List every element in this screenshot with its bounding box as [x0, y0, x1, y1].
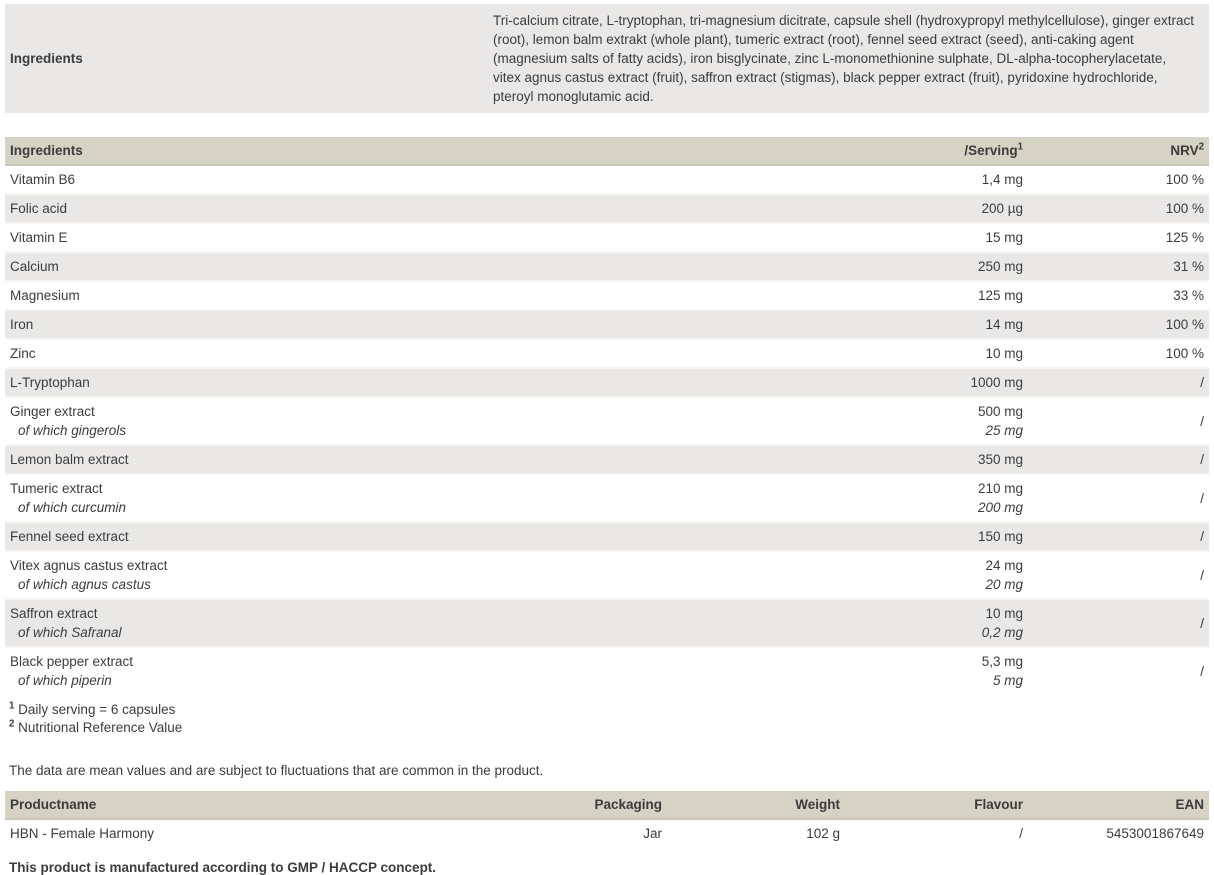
serving-subvalue: 0,2 mg — [981, 625, 1023, 640]
ingredient-name: L-Tryptophan — [10, 375, 90, 390]
ingredients-box-label: Ingredients — [10, 51, 83, 66]
product-table — [5, 791, 1209, 847]
nutrition-header-row — [5, 137, 1209, 165]
product-header-productname: Productname — [5, 791, 485, 819]
nutrition-row — [5, 368, 1209, 397]
product-header-packaging: Packaging — [485, 791, 667, 819]
ingredient-subname: of which piperin — [18, 673, 112, 688]
nutrition-row — [5, 397, 1209, 445]
nutrition-header-ingredients: Ingredients — [5, 137, 847, 165]
ingredient-name: Iron — [10, 317, 34, 332]
product-header-row — [5, 791, 1209, 819]
nutrition-header-serving — [847, 137, 1028, 165]
nrv-value: 100 % — [1165, 172, 1204, 187]
serving-value: 125 mg — [977, 288, 1023, 303]
disclaimer-text: The data are mean values and are subject to fluctuations that are common in the product. — [9, 763, 544, 778]
product-row — [5, 819, 1209, 847]
ingredient-name: Black pepper extract — [10, 654, 134, 669]
ingredients-box-text: Tri-calcium citrate, L-tryptophan, tri-magnesium dicitrate, capsule shell (hydroxypropyl methylcellulose), ginger extract (root), lemon balm extrakt (whole plant), tumeric extract (root), fennel seed extract (seed), anti-caking agent (magnesium salts of fatty acids), iron bisglycinate, zinc L-monomethionine sulphate, DL-alpha-tocopherylacetate, vitex agnus castus extract (fruit), saffron extract (stigmas), black pepper extract (fruit), pyridoxine hydrochloride, pteroyl monoglutamic acid. — [493, 13, 1195, 104]
nutrition-row — [5, 281, 1209, 310]
nrv-value: / — [1200, 567, 1204, 583]
serving-value: 14 mg — [985, 317, 1023, 332]
nrv-value: 33 % — [1173, 288, 1204, 303]
nutrition-header-nrv — [1028, 137, 1209, 165]
serving-value: 1000 mg — [970, 375, 1023, 390]
ingredients-description-box — [5, 4, 1209, 113]
footnote — [9, 719, 1209, 737]
serving-value: 15 mg — [985, 230, 1023, 245]
footnote-marker: 1 — [9, 700, 15, 712]
gmp-note: This product is manufactured according to GMP / HACCP concept. — [9, 860, 437, 875]
nrv-header-footnote-marker: 2 — [1198, 141, 1204, 153]
footnote-text: Daily serving = 6 capsules — [18, 702, 176, 717]
nutrition-row — [5, 194, 1209, 223]
ingredient-subname: of which Safranal — [18, 625, 122, 640]
footnote — [9, 701, 1209, 719]
nutrition-row — [5, 165, 1209, 194]
serving-value: 5,3 mg — [981, 654, 1023, 669]
product-header-flavour: Flavour — [845, 791, 1028, 819]
ingredient-name: Fennel seed extract — [10, 529, 129, 544]
ingredient-name: Vitamin E — [10, 230, 68, 245]
product-ean: 5453001867649 — [1106, 826, 1204, 841]
nrv-value: 100 % — [1165, 317, 1204, 332]
serving-value: 1,4 mg — [981, 172, 1023, 187]
product-header-ean: EAN — [1028, 791, 1209, 819]
ingredient-name: Magnesium — [10, 288, 80, 303]
nutrition-row — [5, 474, 1209, 522]
product-spec-page — [5, 4, 1209, 875]
nutrition-row — [5, 445, 1209, 474]
product-flavour: / — [1019, 826, 1023, 841]
ingredient-subname: of which agnus castus — [18, 577, 151, 592]
serving-value: 250 mg — [977, 259, 1023, 274]
serving-value: 150 mg — [977, 529, 1023, 544]
serving-subvalue: 20 mg — [985, 577, 1023, 592]
serving-subvalue: 5 mg — [992, 673, 1023, 688]
serving-subvalue: 25 mg — [985, 423, 1023, 438]
serving-value: 24 mg — [985, 558, 1023, 573]
ingredient-name: Tumeric extract — [10, 481, 103, 496]
nrv-value: / — [1200, 663, 1204, 679]
serving-value: 500 mg — [977, 404, 1023, 419]
product-header-weight: Weight — [667, 791, 845, 819]
product-weight: 102 g — [806, 826, 840, 841]
ingredient-name: Ginger extract — [10, 404, 95, 419]
nrv-header-label: NRV — [1170, 143, 1199, 158]
nrv-value: / — [1200, 413, 1204, 429]
nrv-value: / — [1200, 615, 1204, 631]
serving-value: 210 mg — [977, 481, 1023, 496]
serving-value: 10 mg — [985, 346, 1023, 361]
ingredient-name: Vitex agnus castus extract — [10, 558, 168, 573]
product-productname: HBN - Female Harmony — [10, 826, 155, 841]
nutrition-row — [5, 551, 1209, 599]
serving-value: 200 µg — [981, 201, 1023, 216]
nutrition-row — [5, 522, 1209, 551]
nrv-value: / — [1200, 490, 1204, 506]
serving-subvalue: 200 mg — [977, 500, 1023, 515]
nutrition-row — [5, 223, 1209, 252]
nrv-value: 125 % — [1165, 230, 1204, 245]
serving-header-label: /Serving — [964, 143, 1018, 158]
nrv-value: 100 % — [1165, 346, 1204, 361]
nrv-value: / — [1200, 375, 1204, 390]
serving-value: 10 mg — [985, 606, 1023, 621]
nutrition-row — [5, 599, 1209, 647]
nutrition-row — [5, 339, 1209, 368]
nutrition-table — [5, 137, 1209, 694]
ingredient-name: Saffron extract — [10, 606, 98, 621]
serving-value: 350 mg — [977, 452, 1023, 467]
footnote-marker: 2 — [9, 718, 15, 730]
ingredient-name: Calcium — [10, 259, 59, 274]
nutrition-row — [5, 310, 1209, 339]
nrv-value: / — [1200, 452, 1204, 467]
product-packaging: Jar — [643, 826, 662, 841]
ingredient-name: Folic acid — [10, 201, 68, 216]
footnote-text: Nutritional Reference Value — [18, 720, 183, 735]
ingredient-name: Lemon balm extract — [10, 452, 129, 467]
nrv-value: 100 % — [1165, 201, 1204, 216]
nrv-value: 31 % — [1173, 259, 1204, 274]
ingredient-subname: of which curcumin — [18, 500, 127, 515]
ingredient-subname: of which gingerols — [18, 423, 127, 438]
ingredient-name: Zinc — [10, 346, 36, 361]
nutrition-row — [5, 647, 1209, 694]
ingredient-name: Vitamin B6 — [10, 172, 76, 187]
nrv-value: / — [1200, 529, 1204, 544]
nutrition-row — [5, 252, 1209, 281]
footnotes — [5, 701, 1209, 737]
serving-header-footnote-marker: 1 — [1017, 141, 1023, 153]
